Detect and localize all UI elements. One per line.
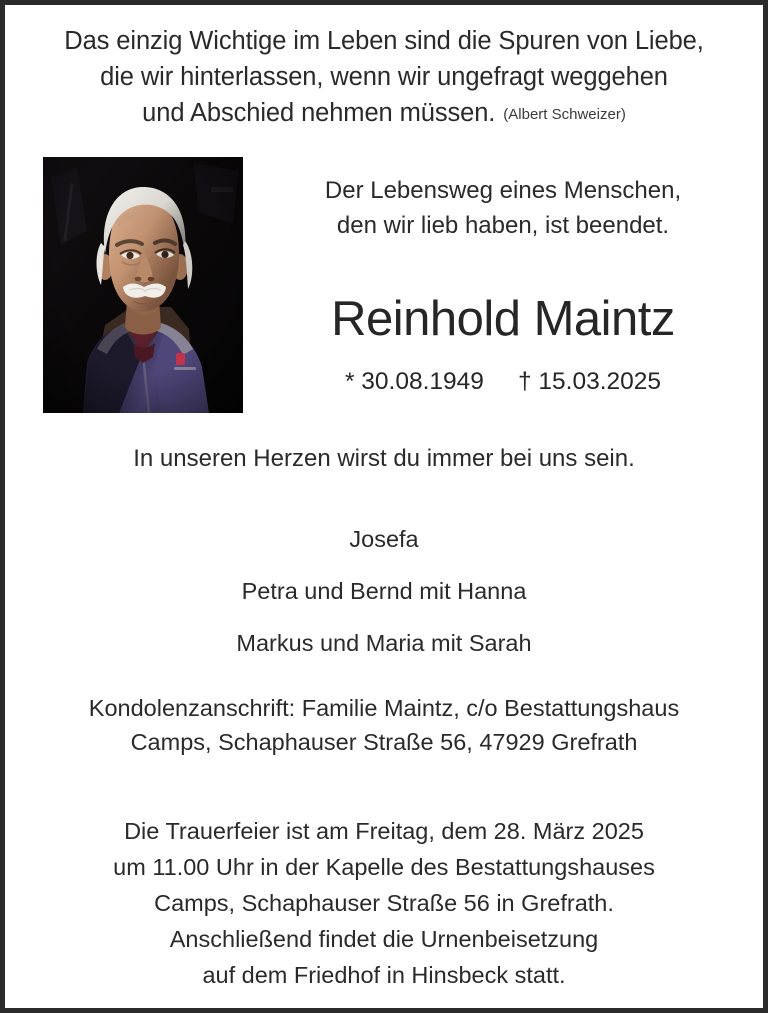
memory-line: In unseren Herzen wirst du immer bei uns sein. bbox=[133, 445, 635, 472]
service-line-2: um 11.00 Uhr in der Kapelle des Bestattungshauses bbox=[113, 854, 655, 880]
service-line-4: Anschließend findet die Urnenbeisetzung bbox=[169, 926, 599, 952]
service-line-5: auf dem Friedhof in Hinsbeck statt. bbox=[202, 962, 566, 988]
intro-line-2: den wir lieb haben, ist beendet. bbox=[336, 212, 670, 239]
portrait-photo bbox=[43, 157, 243, 413]
family-list bbox=[5, 513, 763, 669]
quote-line-1: Das einzig Wichtige im Leben sind die Spuren von Liebe, bbox=[64, 27, 704, 55]
quote-line-2: die wir hinterlassen, wenn wir ungefragt weggehen bbox=[100, 63, 668, 91]
quote-attribution: (Albert Schweizer) bbox=[503, 106, 626, 123]
epigraph-quote bbox=[5, 23, 763, 133]
service-line-1: Die Trauerfeier ist am Freitag, dem 28. März 2025 bbox=[124, 818, 644, 844]
family-line-3: Markus und Maria mit Sarah bbox=[236, 630, 532, 656]
intro-line-1: Der Lebensweg eines Menschen, bbox=[324, 177, 682, 204]
service-line-3: Camps, Schaphauser Straße 56 in Grefrath. bbox=[154, 890, 614, 916]
portrait-illustration bbox=[43, 157, 243, 413]
condolence-address bbox=[5, 691, 763, 759]
intro-text bbox=[243, 173, 763, 243]
condolence-line-1: Kondolenzanschrift: Familie Maintz, c/o Bestattungshaus bbox=[88, 695, 680, 721]
deceased-dates: * 30.08.1949 † 15.03.2025 bbox=[344, 368, 662, 395]
deceased-name: Reinhold Maintz bbox=[331, 292, 675, 346]
family-line-2: Petra und Bernd mit Hanna bbox=[241, 578, 527, 604]
family-line-1: Josefa bbox=[349, 526, 419, 552]
quote-line-3-text: und Abschied nehmen müssen. bbox=[142, 99, 496, 127]
notice-inner bbox=[5, 5, 763, 1008]
quote-line-3 bbox=[5, 95, 763, 133]
condolence-line-2: Camps, Schaphauser Straße 56, 47929 Grefrath bbox=[130, 729, 638, 755]
service-details bbox=[5, 813, 763, 993]
